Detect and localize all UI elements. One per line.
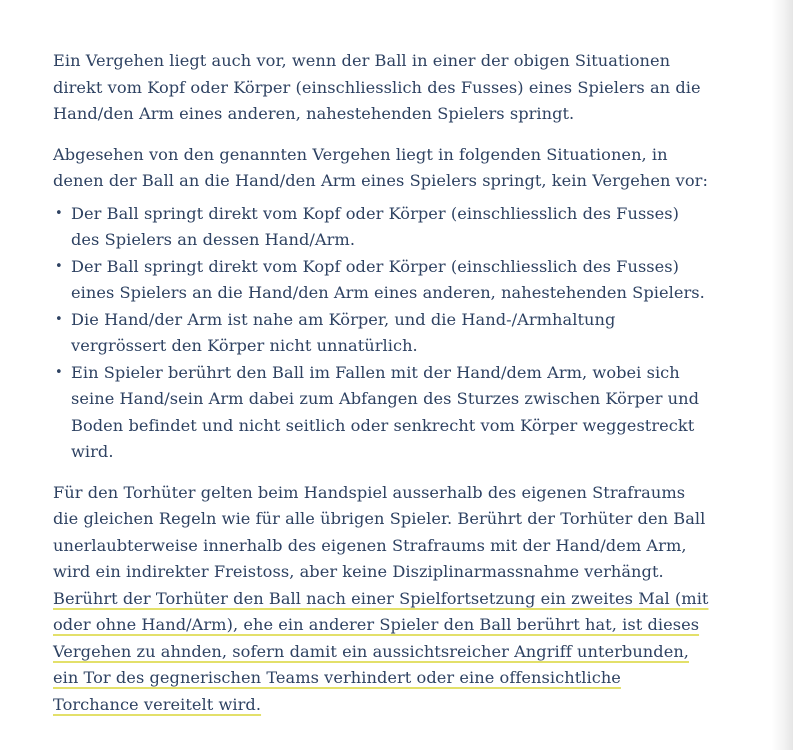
text-line: Boden befindet und nicht seitlich oder senkrecht vom Körper weggestreckt: [71, 415, 695, 435]
text-line: Ein Spieler berührt den Ball im Fallen mit der Hand/dem Arm, wobei sich: [71, 362, 680, 382]
highlighted-text-line: [53, 612, 733, 639]
highlighted-text: ein Tor des gegnerischen Teams verhindert oder eine offensichtliche: [53, 668, 621, 687]
text-line: direkt vom Kopf oder Körper (einschliesslich des Fusses) eines Spielers an die: [53, 77, 701, 97]
paragraph-no-offence-intro: [53, 142, 733, 195]
bullet-icon: •: [55, 311, 63, 327]
highlighted-text: Torchance vereitelt wird.: [53, 694, 262, 714]
bullet-icon: •: [55, 364, 63, 380]
text-line: Die Hand/der Arm ist nahe am Körper, und die Hand-/Armhaltung: [71, 309, 616, 329]
list-item: [55, 360, 733, 466]
highlighted-text: oder ohne Hand/Arm), ehe ein anderer Spieler den Ball berührt hat, ist dieses: [53, 615, 700, 634]
text-line: Der Ball springt direkt vom Kopf oder Körper (einschliesslich des Fusses): [71, 203, 680, 223]
bullet-icon: •: [55, 258, 63, 274]
paragraph-goalkeeper: [53, 480, 733, 719]
bullet-icon: •: [55, 205, 63, 221]
text-line: Abgesehen von den genannten Vergehen liegt in folgenden Situationen, in: [53, 144, 668, 164]
text-line: unerlaubterweise innerhalb des eigenen Strafraums mit der Hand/dem Arm,: [53, 535, 687, 555]
text-line: Hand/den Arm eines anderen, nahestehenden Spielers springt.: [53, 104, 575, 123]
text-line: Der Ball springt direkt vom Kopf oder Körper (einschliesslich des Fusses): [71, 256, 680, 276]
highlighted-text: Vergehen zu ahnden, sofern damit ein aussichtsreicher Angriff unterbunden,: [53, 641, 689, 661]
text-line: Für den Torhüter gelten beim Handspiel ausserhalb des eigenen Strafraums: [53, 482, 686, 502]
document-body: [53, 48, 733, 718]
text-line: wird.: [71, 442, 114, 461]
text-line: die gleichen Regeln wie für alle übrigen Spieler. Berührt der Torhüter den Ball: [53, 509, 706, 528]
highlighted-text: Berührt der Torhüter den Ball nach einer Spielfortsetzung ein zweites Mal (mit: [53, 588, 709, 608]
highlighted-text-line: [53, 692, 733, 719]
paragraph-offence-other-player: [53, 48, 733, 128]
text-line: wird ein indirekter Freistoss, aber keine Disziplinarmassnahme verhängt.: [53, 562, 664, 581]
highlighted-text-line: [53, 665, 733, 692]
list-item: [55, 307, 733, 360]
no-offence-list: [53, 201, 733, 466]
highlighted-text-line: [53, 639, 733, 666]
highlighted-text-line: [53, 586, 733, 613]
text-line: seine Hand/sein Arm dabei zum Abfangen des Sturzes zwischen Körper und: [71, 389, 700, 408]
list-item: [55, 254, 733, 307]
text-line: Ein Vergehen liegt auch vor, wenn der Ball in einer der obigen Situationen: [53, 51, 671, 70]
text-line: eines Spielers an die Hand/den Arm eines anderen, nahestehenden Spielers.: [71, 283, 705, 302]
text-line: vergrössert den Körper nicht unnatürlich.: [71, 336, 418, 355]
page-edge-shadow: [771, 0, 793, 750]
list-item: [55, 201, 733, 254]
text-line: denen der Ball an die Hand/den Arm eines Spielers springt, kein Vergehen vor:: [53, 171, 708, 190]
text-line: des Spielers an dessen Hand/Arm.: [71, 230, 356, 249]
